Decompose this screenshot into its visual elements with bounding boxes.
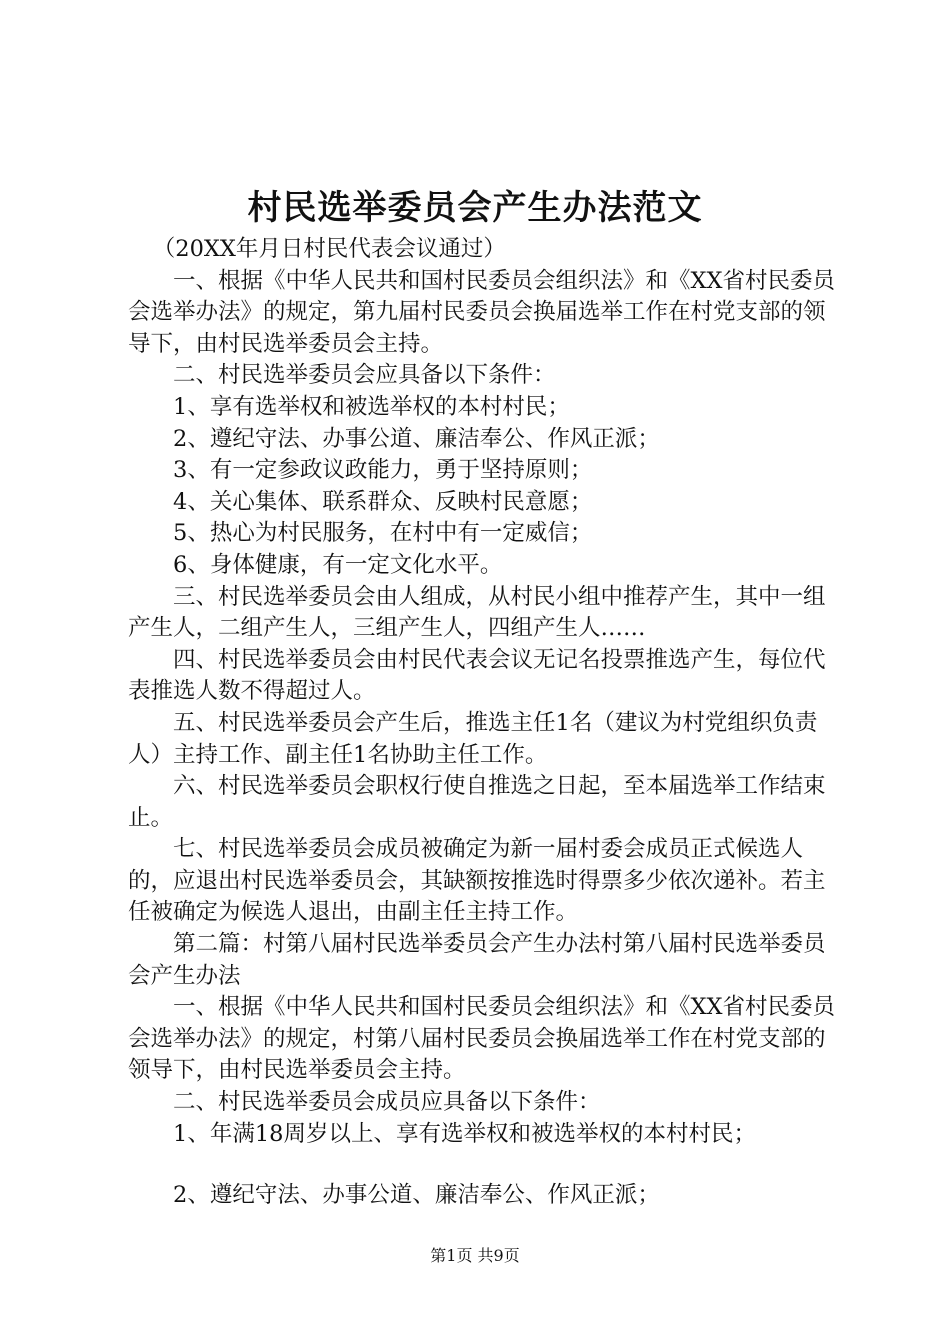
paragraph-2: 二、村民选举委员会应具备以下条件： (173, 362, 556, 389)
condition-item-3: 3、有一定参政议政能力，勇于坚持原则； (173, 457, 593, 484)
document-body (128, 234, 844, 1212)
section-2-condition-item-1: 1、年满18周岁以上、享有选举权和被选举权的本村村民； (173, 1120, 756, 1147)
paragraph-5: 五、村民选举委员会产生后，推选主任1名（建议为村党组织负责人）主持工作、副主任1名协助主任工作。 (128, 709, 818, 768)
paragraph-7: 七、村民选举委员会成员被确定为新一届村委会成员正式候选人的，应退出村民选举委员会，其缺额按推选时得票多少依次递补。若主任被确定为候选人退出，由副主任主持工作。 (128, 836, 826, 926)
condition-item-2: 2、遵纪守法、办事公道、廉洁奉公、作风正派； (173, 425, 660, 452)
paragraph-3: 三、村民选举委员会由人组成，从村民小组中推荐产生，其中一组产生人，二组产生人，三组产生人，四组产生人…… (128, 583, 826, 642)
section-2-paragraph-2: 二、村民选举委员会成员应具备以下条件： (173, 1089, 601, 1116)
condition-item-4: 4、关心集体、联系群众、反映村民意愿； (173, 488, 593, 515)
section-2-condition-item-2: 2、遵纪守法、办事公道、廉洁奉公、作风正派； (173, 1182, 660, 1209)
condition-item-5: 5、热心为村民服务，在村中有一定威信； (173, 520, 593, 547)
paragraph-4: 四、村民选举委员会由村民代表会议无记名投票推选产生，每位代表推选人数不得超过人。 (128, 646, 826, 705)
condition-item-6: 6、身体健康，有一定文化水平。 (173, 551, 503, 578)
section-2-heading: 第二篇：村第八届村民选举委员会产生办法村第八届村民选举委员会产生办法 (128, 931, 826, 989)
paragraph-6: 六、村民选举委员会职权行使自推选之日起，至本届选举工作结束止。 (128, 773, 826, 831)
page-footer: 第1页 共9页 (430, 1246, 520, 1265)
condition-item-1: 1、享有选举权和被选举权的本村村民； (173, 393, 570, 420)
document-title: 村民选举委员会产生办法范文 (247, 188, 703, 228)
section-2-paragraph-1: 一、根据《中华人民共和国村民委员会组织法》和《XX省村民委员会选举办法》的规定，村第八届村民委员会换届选举工作在村党支部的领导下，由村民选举委员会主持。 (128, 994, 836, 1084)
paragraph-date-note: （20XX年月日村民代表会议通过） (152, 236, 506, 262)
paragraph-1: 一、根据《中华人民共和国村民委员会组织法》和《XX省村民委员会选举办法》的规定，第九届村民委员会换届选举工作在村党支部的领导下，由村民选举委员会主持。 (128, 267, 836, 357)
